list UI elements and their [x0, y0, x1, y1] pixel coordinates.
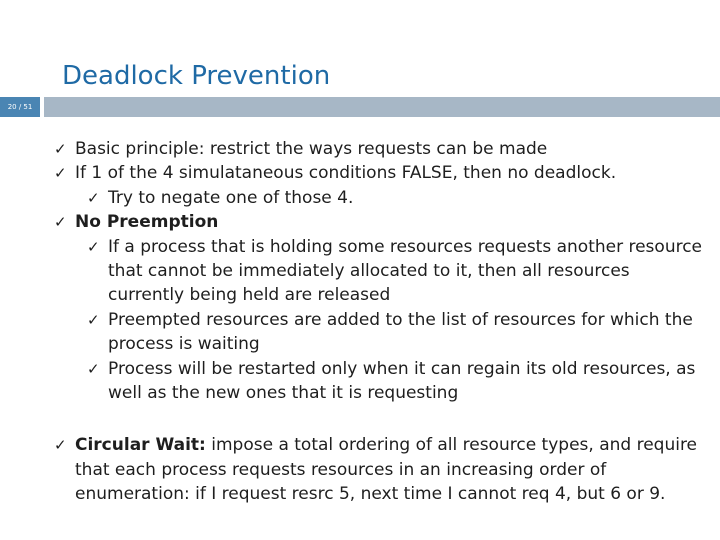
sub-bullet-item — [54, 357, 704, 406]
check-icon: ✓ — [54, 213, 67, 232]
bullet-heading: No Preemption — [75, 212, 219, 233]
bullet-heading: Circular Wait: — [75, 435, 206, 456]
bullet-item — [54, 161, 704, 185]
sub-bullet-item — [54, 308, 704, 357]
sub-bullet-item — [54, 186, 704, 210]
bullet-item — [54, 210, 704, 234]
bullet-list — [54, 137, 704, 507]
bullet-text: Preempted resources are added to the list of resources for which the process is waiting — [108, 309, 693, 355]
check-icon: ✓ — [87, 359, 100, 378]
bullet-item — [54, 137, 704, 161]
bullet-text: Process will be restarted only when it can regain its old resources, as well as the new ones that it is requesting — [108, 358, 696, 404]
header-bar — [44, 97, 720, 117]
spacer — [54, 405, 704, 433]
check-icon: ✓ — [54, 436, 67, 455]
check-icon: ✓ — [87, 237, 100, 256]
bullet-text: Basic principle: restrict the ways requests can be made — [75, 139, 548, 159]
bullet-text — [75, 433, 704, 506]
bullet-text: If a process that is holding some resources requests another resource that cannot be immediately allocated to it, then all resources currently being held are released — [108, 236, 703, 306]
sub-bullet-item — [54, 235, 704, 308]
check-icon: ✓ — [87, 310, 100, 329]
check-icon: ✓ — [54, 140, 67, 158]
slide-title: Deadlock Prevention — [62, 61, 331, 91]
check-icon: ✓ — [87, 188, 100, 207]
bullet-text: If 1 of the 4 simulataneous conditions FALSE, then no deadlock. — [75, 163, 617, 184]
page-number: 20 / 51 — [7, 103, 33, 111]
bullet-body: impose a total ordering of all resource types, and require that each process requests resources in an increasing order of enumeration: if I request resrc 5, next time I cannot req 4, but 6 or 9. — [75, 435, 698, 505]
check-icon: ✓ — [54, 164, 67, 183]
bullet-text: Try to negate one of those 4. — [108, 187, 354, 208]
bullet-item — [54, 433, 704, 506]
